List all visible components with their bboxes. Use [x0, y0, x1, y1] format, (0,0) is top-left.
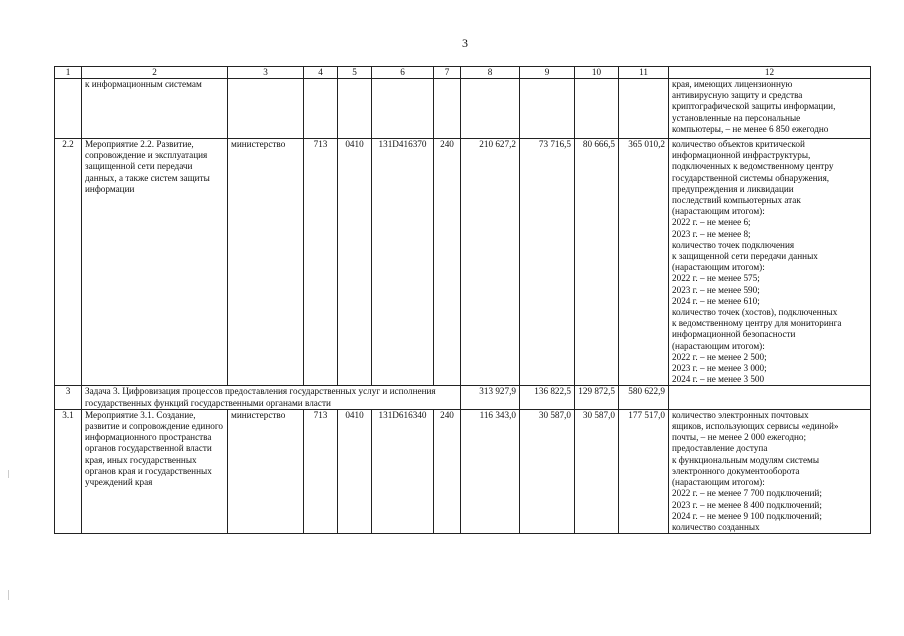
- indicator-line: (нарастающим итогом):: [672, 206, 765, 217]
- indicator-line: 2023 г. – не менее 8;: [672, 228, 751, 239]
- header-cell: 7: [434, 67, 461, 79]
- amount-2024: 80 666,5: [575, 139, 619, 386]
- indicator-line: почты, – не менее 2 000 ежегодно;: [672, 432, 807, 443]
- indicator-line: подключенных к ведомственному центру: [672, 161, 834, 172]
- indicator-line: к защищенной сети передачи данных: [672, 251, 818, 262]
- amount-total: [619, 79, 669, 139]
- code-csr: 131D616340: [372, 409, 434, 533]
- executor: [228, 79, 304, 139]
- header-cell: 10: [575, 67, 619, 79]
- result-indicators: [669, 409, 871, 533]
- code-vr: [434, 79, 461, 139]
- amount-2024: 129 872,5: [575, 386, 619, 409]
- header-cell: 9: [520, 67, 575, 79]
- header-cell: 2: [82, 67, 228, 79]
- code-grbs: 713: [304, 139, 338, 386]
- indicator-line: предупреждения и ликвидации: [672, 183, 794, 194]
- indicator-line: 2024 г. – не менее 9 100 подключений;: [672, 510, 822, 521]
- indicator-line: количество точек (хостов), подключенных: [672, 307, 838, 318]
- code-vr: 240: [434, 409, 461, 533]
- indicator-line: количество объектов критической: [672, 139, 805, 149]
- indicator-line: криптографической защиты информации,: [672, 101, 836, 112]
- scan-artifact: [8, 470, 9, 478]
- indicator-line: информационной безопасности: [672, 329, 796, 340]
- row-number: 3: [55, 386, 82, 409]
- activity-name: Мероприятие 2.2. Развитие, сопровождение и эксплуатация защищенной сети передачи данных, а также систем защиты информации: [82, 139, 228, 386]
- code-rzpr: 0410: [338, 409, 372, 533]
- amount-2022: [461, 79, 520, 139]
- code-grbs: [304, 79, 338, 139]
- amount-2024: 30 587,0: [575, 409, 619, 533]
- scan-artifact: [8, 590, 9, 600]
- activity-name: к информационным системам: [82, 79, 228, 139]
- code-rzpr: [338, 79, 372, 139]
- indicator-line: предоставление доступа: [672, 443, 768, 454]
- indicator-line: (нарастающим итогом):: [672, 477, 765, 488]
- indicator-line: к функциональным модулям системы: [672, 454, 820, 465]
- table-row: [55, 139, 871, 386]
- result-indicators: [669, 139, 871, 386]
- page-number: 3: [462, 36, 468, 50]
- amount-2022: 313 927,9: [461, 386, 520, 409]
- indicator-line: антивирусную защиту и средства: [672, 90, 803, 101]
- indicator-line: 2024 г. – не менее 3 500: [672, 374, 765, 385]
- header-cell: 4: [304, 67, 338, 79]
- indicator-line: последствий компьютерных атак: [672, 195, 801, 206]
- header-cell: 11: [619, 67, 669, 79]
- indicator-line: (нарастающим итогом):: [672, 262, 765, 273]
- indicator-line: (нарастающим итогом):: [672, 340, 765, 351]
- task-title: Задача 3. Цифровизация процессов предоставления государственных услуг и исполнения государственных функций государственными органами власти: [82, 386, 461, 409]
- header-cell: 8: [461, 67, 520, 79]
- indicator-line: количество созданных: [672, 521, 760, 532]
- amount-2022: 210 627,2: [461, 139, 520, 386]
- amount-2023: [520, 79, 575, 139]
- indicator-line: 2022 г. – не менее 2 500;: [672, 351, 767, 362]
- indicator-line: количество электронных почтовых: [672, 409, 809, 420]
- indicator-line: к ведомственному центру для мониторинга: [672, 318, 842, 329]
- indicator-line: 2023 г. – не менее 590;: [672, 284, 760, 295]
- indicator-line: 2023 г. – не менее 8 400 подключений;: [672, 499, 822, 510]
- indicator-line: края, имеющих лицензионную: [672, 79, 793, 89]
- code-rzpr: 0410: [338, 139, 372, 386]
- indicator-line: компьютеры, – не менее 6 850 ежегодно: [672, 123, 829, 134]
- header-row: [55, 67, 871, 79]
- program-table: [54, 66, 871, 534]
- code-csr: [372, 79, 434, 139]
- indicator-line: 2022 г. – не менее 6;: [672, 217, 751, 228]
- indicator-line: электронного документооборота: [672, 465, 800, 476]
- task-row: [55, 386, 871, 409]
- indicator-line: информационной инфраструктуры,: [672, 150, 811, 161]
- table-row: [55, 409, 871, 533]
- amount-2024: [575, 79, 619, 139]
- amount-2022: 116 343,0: [461, 409, 520, 533]
- amount-2023: 73 716,5: [520, 139, 575, 386]
- indicator-line: количество точек подключения: [672, 239, 795, 250]
- row-number: [55, 79, 82, 139]
- code-csr: 131D416370: [372, 139, 434, 386]
- executor: министерство: [228, 139, 304, 386]
- activity-name: Мероприятие 3.1. Создание, развитие и сопровождение единого информационного пространства органов государственной власти края, иных государственных органов края и государственных учреждений края: [82, 409, 228, 533]
- indicator-line: 2024 г. – не менее 610;: [672, 295, 760, 306]
- header-cell: 12: [669, 67, 871, 79]
- indicator-line: 2022 г. – не менее 7 700 подключений;: [672, 488, 822, 499]
- indicator-line: ящиков, использующих сервисы «единой»: [672, 421, 839, 432]
- row-number: 2.2: [55, 139, 82, 386]
- table-row: [55, 79, 871, 139]
- amount-total: 580 622,9: [619, 386, 669, 409]
- amount-2023: 136 822,5: [520, 386, 575, 409]
- code-grbs: 713: [304, 409, 338, 533]
- header-cell: 3: [228, 67, 304, 79]
- code-vr: 240: [434, 139, 461, 386]
- header-cell: 1: [55, 67, 82, 79]
- amount-total: 365 010,2: [619, 139, 669, 386]
- executor: министерство: [228, 409, 304, 533]
- indicator-line: 2023 г. – не менее 3 000;: [672, 363, 767, 374]
- amount-total: 177 517,0: [619, 409, 669, 533]
- indicator-line: государственной системы обнаружения,: [672, 172, 830, 183]
- indicator-line: 2022 г. – не менее 575;: [672, 273, 760, 284]
- result-indicators: [669, 79, 871, 139]
- indicator-line: установленные на персональные: [672, 112, 801, 123]
- result-indicators: [669, 386, 871, 409]
- row-number: 3.1: [55, 409, 82, 533]
- header-cell: 5: [338, 67, 372, 79]
- header-cell: 6: [372, 67, 434, 79]
- amount-2023: 30 587,0: [520, 409, 575, 533]
